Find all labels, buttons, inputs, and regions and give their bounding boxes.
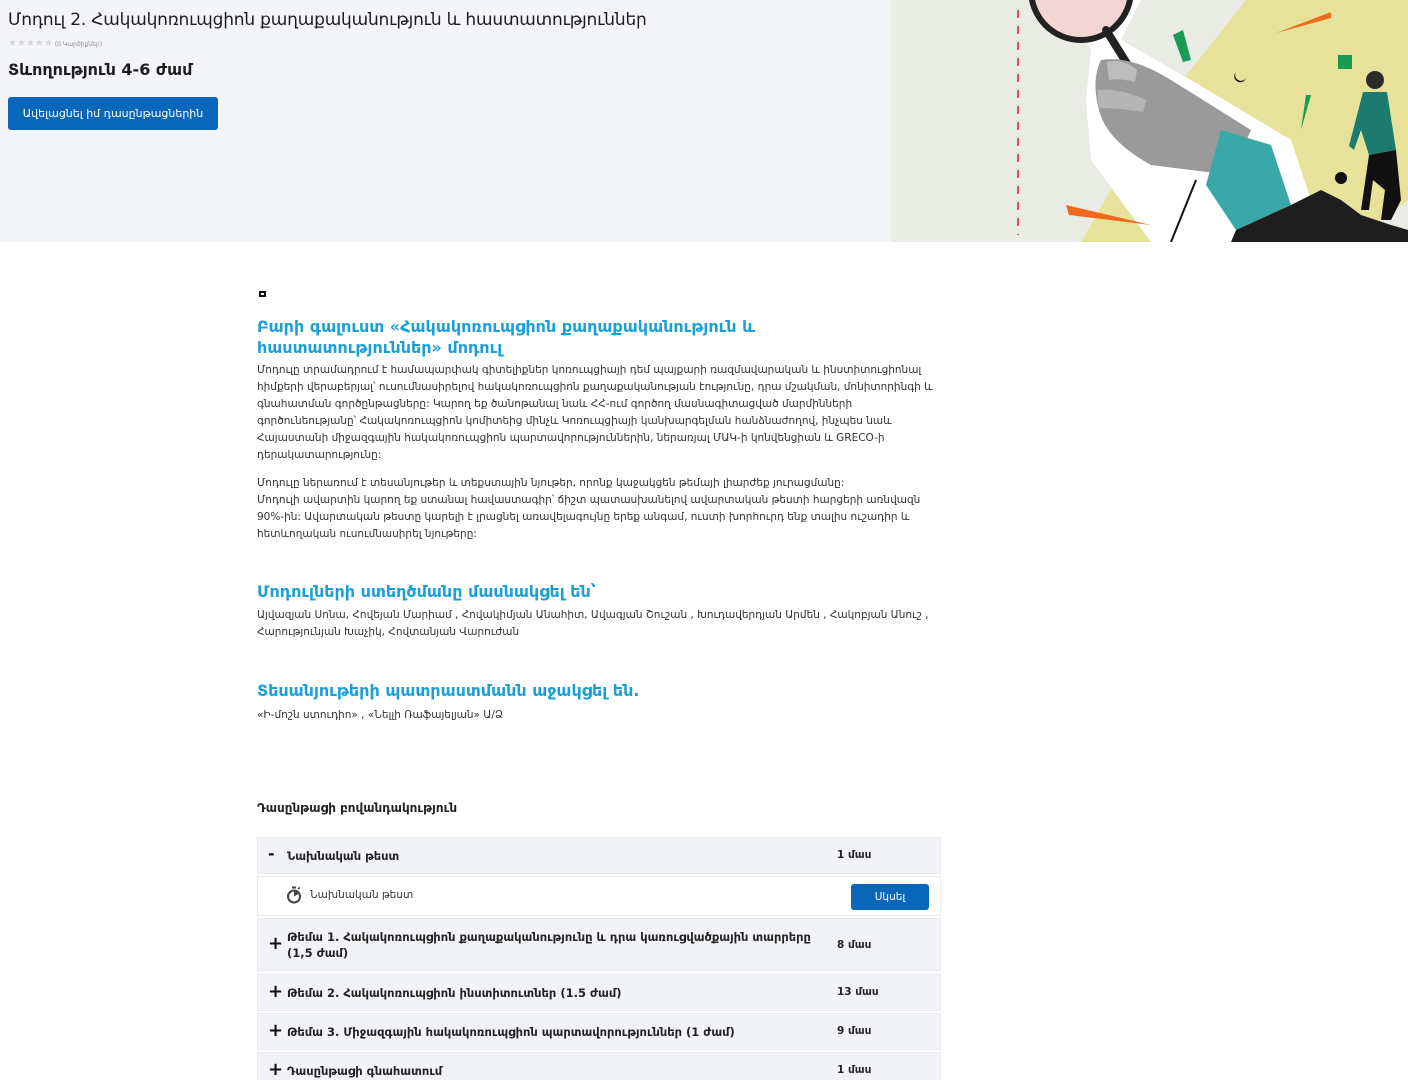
image-placeholder-icon: [259, 291, 266, 297]
start-button[interactable]: Սկսել: [851, 884, 929, 910]
contributors-heading: Մոդուլների ստեղծմանը մասնակցել են՝: [257, 582, 596, 601]
intro-paragraph: Մոդուլը տրամադրում է համապարփակ գիտելիքներ կոռուպցիայի դեմ պայքարի ռազմավարական և ինստիտուցիոնալ հիմքերի վերաբերյալ՝ ուսումնասիրելով հակակոռուպցիոն քաղաքականության էությունը, դրա մշակման, մոնիտորինգի և գնահատման գործընթացները: Կարող եք ծանոթանալ նաև ՀՀ-ում գործող մասնագիտացված մարմինների գործունեությանը՝ Հակակոռուպցիոն կոմիտեից մինչև Կոռուպցիայի կանխարգելման հանձնաժողով, ինչպես նաև Հայաստանի միջազգային հակակոռուպցիոն պարտավորություններին, ներառյալ ՄԱԿ-ի կոնվենցիան և GRECO-ի դերակատարությունը:: [257, 364, 933, 461]
expand-icon[interactable]: +: [268, 981, 284, 1002]
accordion-section[interactable]: [257, 1052, 941, 1080]
stopwatch-icon: [286, 886, 302, 904]
welcome-heading: Բարի գալուստ «Հակակոռուպցիոն քաղաքականություն և հաստատություններ» մոդուլ: [257, 317, 756, 357]
expand-icon[interactable]: +: [268, 1059, 284, 1080]
expand-icon[interactable]: +: [268, 1020, 284, 1041]
course-contents-title: Դասընթացի բովանդակություն: [257, 801, 458, 815]
star-icon: ★: [43, 38, 53, 49]
star-icon: ★: [25, 38, 35, 49]
section-lesson-count: 13 մաս: [837, 986, 879, 998]
hero-illustration: [891, 0, 1408, 242]
accordion-section[interactable]: [257, 1013, 941, 1050]
section-title: Թեմա 1. Հակակոռուպցիոն քաղաքականությունը և դրա կառուցվածքային տարրերը (1,5 ժամ): [287, 930, 811, 960]
star-icon: ★: [8, 38, 17, 49]
video-support-text: «Ի-մոշն ստուդիո» , «Նելլի Ռաֆայելյան» Ա/Ձ: [257, 709, 503, 721]
lesson-row: [257, 876, 941, 916]
section-title: Դասընթացի գնահատում: [287, 1064, 443, 1078]
section-lesson-count: 1 մաս: [837, 849, 872, 861]
course-duration: Տևողություն 4-6 ժամ: [8, 60, 193, 79]
collapse-icon[interactable]: -: [268, 844, 275, 863]
accordion-section[interactable]: [257, 837, 941, 874]
rating-count: (0 Կարծիքներ): [54, 40, 103, 48]
course-title: Մոդուլ 2. Հակակոռուպցիոն քաղաքականություն և հաստատություններ: [8, 10, 647, 30]
section-title: Թեմա 3. Միջազգային հակակոռուպցիոն պարտավորություններ (1 ժամ): [287, 1025, 735, 1039]
add-to-my-courses-button[interactable]: Ավելացնել իմ դասընթացներին: [8, 97, 218, 130]
star-icon: ★: [34, 38, 44, 49]
intro-paragraph-2: [257, 475, 941, 543]
rating: [8, 39, 102, 49]
intro-paragraph-2-line-2: Մոդուլի ավարտին կարող եք ստանալ հավաստագիր՝ ճիշտ պատասխանելով ավարտական թեստի հարցերի առնվազն 90%-ին: Ավարտական թեստը կարելի է լրացնել առավելագույնը երեք անգամ, ուստի խորհուրդ ենք տալիս ուշադիր և հետևողական ուսումնասիրել նյութերը:: [257, 494, 921, 540]
hero-illustration-icon: [891, 0, 1408, 242]
contributors-list: Այվազյան Սոնա, Հովեյան Մարիամ , Հովակիմյան Անահիտ, Ավագյան Շուշան , Խուդավերդյան Արմեն , Հակոբյան Անուշ , Հարությունյան Խաչիկ, Հովտանյան Վարուժան: [257, 609, 929, 638]
section-title: Նախնական թեստ: [287, 849, 400, 863]
accordion-section[interactable]: [257, 918, 941, 971]
expand-icon[interactable]: +: [268, 933, 284, 954]
course-hero: [0, 0, 1408, 242]
section-lesson-count: 9 մաս: [837, 1025, 872, 1037]
section-title: Թեմա 2. Հակակոռուպցիոն ինստիտուտներ (1.5 ժամ): [287, 986, 622, 1000]
lesson-title[interactable]: Նախնական թեստ: [310, 889, 414, 901]
accordion-section[interactable]: [257, 974, 941, 1011]
intro-paragraph-2-line-1: Մոդուլը ներառում է տեսանյութեր և տեքստային նյութեր, որոնք կաջակցեն թեմայի լիարժեք յուրացմանը:: [257, 477, 845, 489]
section-lesson-count: 8 մաս: [837, 939, 872, 951]
video-support-heading: Տեսանյութերի պատրաստմանն աջակցել են.: [257, 681, 640, 700]
star-icon: ★: [16, 38, 26, 49]
section-lesson-count: 1 մաս: [837, 1064, 872, 1076]
